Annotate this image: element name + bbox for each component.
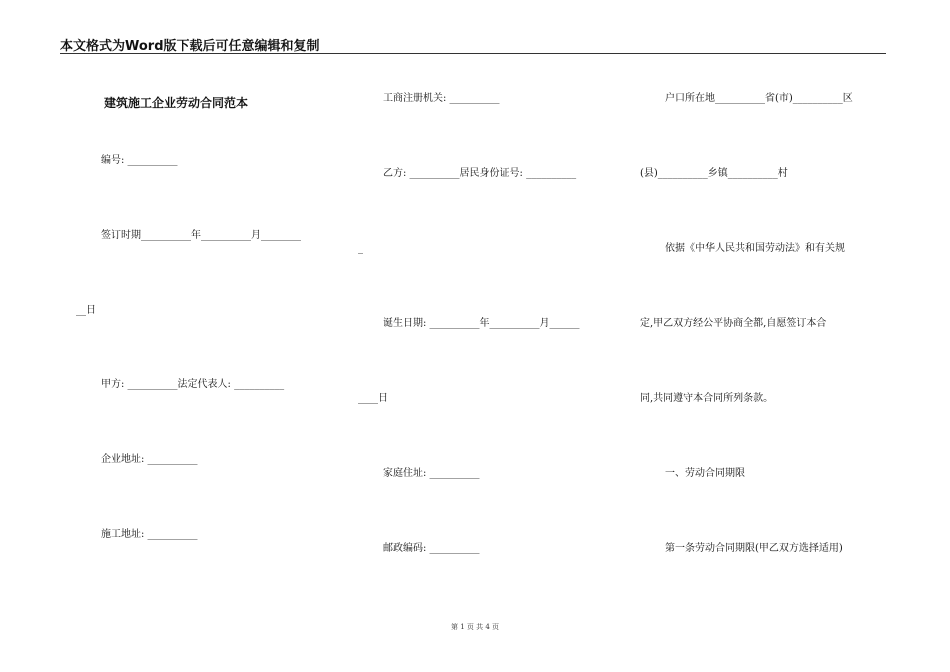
basis-line-2: 定,甲乙双方经公平协商全都,自愿签订本合 <box>640 318 827 329</box>
article-1-heading: 第一条劳动合同期限(甲乙双方选择适用) <box>665 543 843 554</box>
residence-line-1: 户口所在地__________省(市)__________区 <box>665 93 853 104</box>
contract-number-field: 编号: __________ <box>101 155 178 166</box>
birth-day-field: ____日 <box>358 393 388 404</box>
construction-address-field: 施工地址: __________ <box>101 529 198 540</box>
residence-line-2: (县)__________乡镇__________村 <box>640 168 788 179</box>
document-title: 建筑施工企业劳动合同范本 <box>104 96 249 110</box>
birth-date-field: 诞生日期: __________年__________月______ <box>383 318 580 329</box>
page-number: 第 1 页 共 4 页 <box>450 623 500 631</box>
line-continuation: _ <box>358 243 363 254</box>
document-header <box>60 35 886 54</box>
header-title: 本文格式为Word版下载后可任意编辑和复制 <box>60 39 320 54</box>
basis-line-1: 依据《中华人民共和国劳动法》和有关规 <box>665 243 845 254</box>
party-b-field: 乙方: __________居民身份证号: __________ <box>383 168 577 179</box>
party-a-field: 甲方: __________法定代表人: __________ <box>101 379 285 390</box>
registration-authority-field: 工商注册机关: __________ <box>383 93 500 104</box>
sign-day-field: __日 <box>76 305 96 316</box>
sign-date-field: 签订时期__________年__________月________ <box>101 230 301 241</box>
home-address-field: 家庭住址: __________ <box>383 468 480 479</box>
basis-line-3: 同,共同遵守本合同所列条款。 <box>640 393 774 404</box>
postal-code-field: 邮政编码: __________ <box>383 543 480 554</box>
section-heading-contract-term: 一、劳动合同期限 <box>665 468 745 479</box>
company-address-field: 企业地址: __________ <box>101 454 198 465</box>
